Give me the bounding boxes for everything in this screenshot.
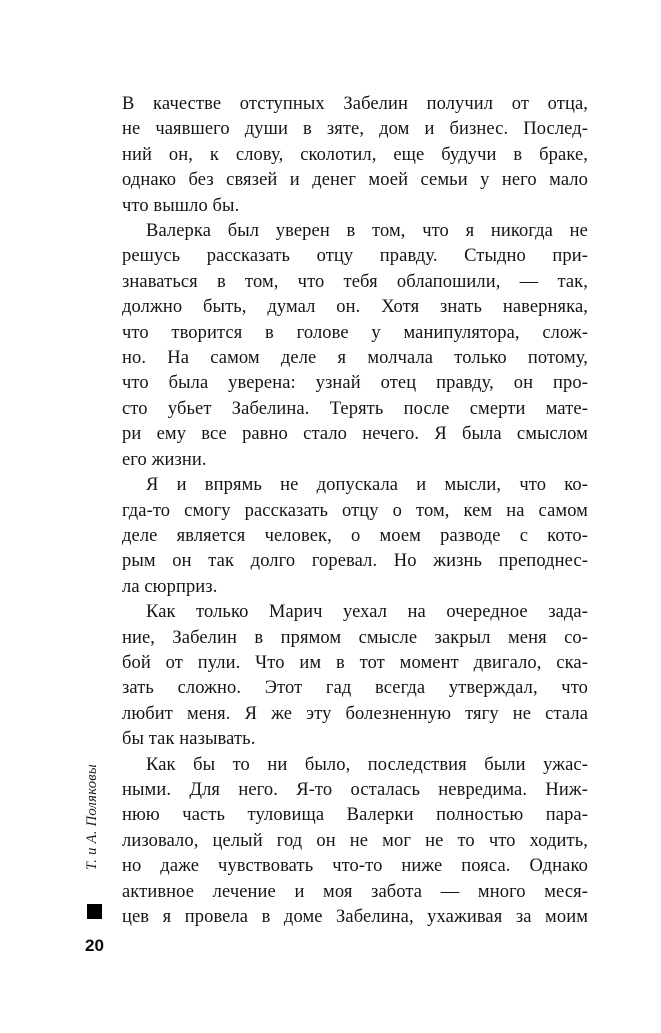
text-line: бой от пули. Что им в тот момент двигало, ска-: [122, 652, 588, 673]
text-line: что творится в голове у манипулятора, слож-: [122, 322, 588, 343]
text-line: что вышло бы.: [122, 195, 240, 216]
text-line: должно быть, думал он. Хотя знать наверняка,: [122, 297, 588, 318]
text-line: ри ему все равно стало нечего. Я была смыслом: [122, 424, 588, 445]
text-line: зать сложно. Этот гад всегда утверждал, что: [122, 678, 588, 699]
text-line: сто убьет Забелина. Терять после смерти мате-: [122, 398, 588, 419]
paragraph: [122, 753, 588, 931]
separator-square: [87, 904, 102, 919]
paragraph: [122, 600, 588, 752]
text-line: Как только Марич уехал на очередное зада-: [146, 602, 588, 623]
text-line: рым он так долго горевал. Но жизнь преподнес-: [122, 551, 588, 572]
text-line: Я и впрямь не допускала и мысли, что ко-: [146, 475, 588, 496]
text-line: ние, Забелин в прямом смысле закрыл меня со-: [122, 627, 588, 648]
sidebar-author-wrap: [80, 746, 104, 888]
page-text: [122, 92, 588, 930]
text-line: однако без связей и денег моей семьи у него мало: [122, 170, 588, 191]
text-line: ний он, к слову, сколотил, еще будучи в браке,: [122, 144, 588, 165]
text-line: решусь рассказать отцу правду. Стыдно при-: [122, 246, 588, 267]
sidebar-author: Т. и А. Поляковы: [83, 763, 100, 871]
text-line: активное лечение и моя забота — много меся-: [122, 881, 588, 902]
text-line: ными. Для него. Я-то осталась невредима. Ниж-: [122, 779, 588, 800]
text-line: не чаявшего души в зяте, дом и бизнес. Послед-: [122, 119, 588, 140]
paragraph: [122, 92, 588, 219]
text-line: Валерка был уверен в том, что я никогда не: [146, 221, 588, 242]
page-number: 20: [85, 936, 104, 955]
text-line: деле является человек, о моем разводе с кото-: [122, 525, 588, 546]
text-line: знаваться в том, что тебя облапошили, — так,: [122, 271, 588, 292]
text-line: бы так называть.: [122, 729, 256, 750]
text-line: его жизни.: [122, 449, 207, 470]
text-line: нюю часть туловища Валерки полностью пара-: [122, 805, 588, 826]
text-line: В качестве отступных Забелин получил от отца,: [122, 94, 588, 114]
text-line: цев я провела в доме Забелина, ухаживая за моим: [122, 907, 588, 927]
text-line: гда-то смогу рассказать отцу о том, кем на самом: [122, 500, 588, 521]
text-line: ла сюрприз.: [122, 576, 218, 597]
text-line: что была уверена: узнай отец правду, он про-: [122, 373, 588, 394]
text-line: но. На самом деле я молчала только потому,: [122, 348, 588, 369]
paragraph: [122, 473, 588, 600]
text-line: любит меня. Я же эту болезненную тягу не стала: [122, 703, 588, 724]
text-line: но даже чувствовать что-то ниже пояса. Однако: [122, 856, 588, 877]
paragraph: [122, 219, 588, 473]
text-line: Как бы то ни было, последствия были ужас-: [146, 754, 588, 775]
text-line: лизовало, целый год он не мог не то что ходить,: [122, 830, 588, 851]
